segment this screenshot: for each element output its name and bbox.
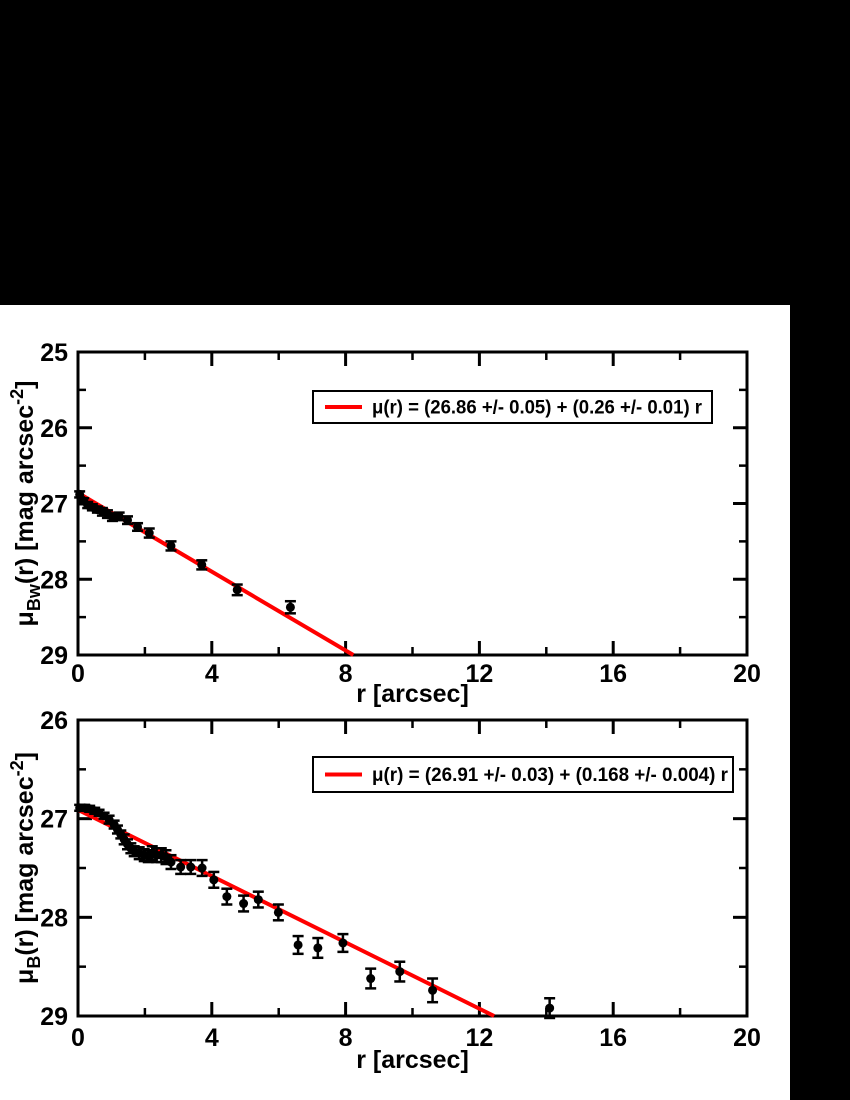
- x-tick-label: 8: [338, 1024, 353, 1052]
- x-tick-label: 12: [465, 1024, 494, 1052]
- data-point: [166, 541, 175, 550]
- data-point: [166, 858, 175, 867]
- x-axis-title: r [arcsec]: [356, 680, 469, 708]
- legend: [313, 391, 712, 423]
- data-points: [74, 490, 296, 613]
- y-tick-label: 29: [40, 642, 68, 670]
- y-tick-label: 28: [40, 904, 68, 933]
- x-axis-title: r [arcsec]: [356, 1046, 469, 1074]
- bottom-panel: [7, 707, 761, 1074]
- y-tick-label: 26: [40, 414, 68, 443]
- data-point: [186, 863, 195, 872]
- x-tick-label: 20: [733, 1024, 761, 1052]
- legend: [313, 757, 733, 792]
- legend-label: μ(r) = (26.91 +/- 0.03) + (0.168 +/- 0.004) r: [372, 765, 729, 786]
- data-point: [545, 1004, 554, 1013]
- top-panel: [7, 339, 761, 708]
- data-point: [198, 864, 207, 873]
- data-point: [286, 603, 295, 612]
- legend-label: μ(r) = (26.86 +/- 0.05) + (0.26 +/- 0.01) r: [372, 397, 703, 419]
- data-point: [294, 940, 303, 949]
- y-tick-label: 27: [40, 805, 68, 834]
- data-point: [123, 516, 132, 525]
- data-point: [366, 974, 375, 983]
- data-point: [197, 560, 206, 569]
- data-point: [176, 863, 185, 872]
- data-point: [254, 895, 263, 904]
- x-tick-label: 0: [71, 1024, 85, 1052]
- data-point: [395, 967, 404, 976]
- data-points: [74, 803, 555, 1018]
- y-tick-label: 29: [40, 1003, 68, 1031]
- data-point: [239, 899, 248, 908]
- x-tick-label: 8: [338, 660, 353, 688]
- y-axis-title: $\mu_B(r)$ [mag arcsec$^{-2}$]: [7, 752, 44, 984]
- data-point: [233, 585, 242, 594]
- y-tick-label: 26: [40, 707, 68, 735]
- x-tick-label: 12: [465, 660, 494, 688]
- data-point: [133, 522, 142, 531]
- x-tick-label: 16: [599, 1024, 628, 1052]
- data-point: [274, 908, 283, 917]
- data-point: [222, 892, 231, 901]
- data-point: [428, 986, 437, 995]
- x-tick-label: 4: [204, 1024, 219, 1052]
- x-tick-label: 16: [599, 660, 628, 688]
- y-tick-label: 25: [40, 339, 68, 367]
- data-point: [338, 938, 347, 947]
- x-tick-label: 4: [204, 660, 219, 688]
- y-tick-label: 27: [40, 490, 68, 519]
- x-tick-label: 0: [71, 660, 85, 688]
- data-point: [313, 943, 322, 952]
- x-tick-label: 20: [733, 660, 761, 688]
- y-axis-title: $\mu_{Bw}(r)$ [mag arcsec$^{-2}$]: [7, 380, 44, 627]
- data-point: [145, 529, 154, 538]
- y-tick-label: 28: [40, 566, 68, 595]
- data-point: [209, 875, 218, 884]
